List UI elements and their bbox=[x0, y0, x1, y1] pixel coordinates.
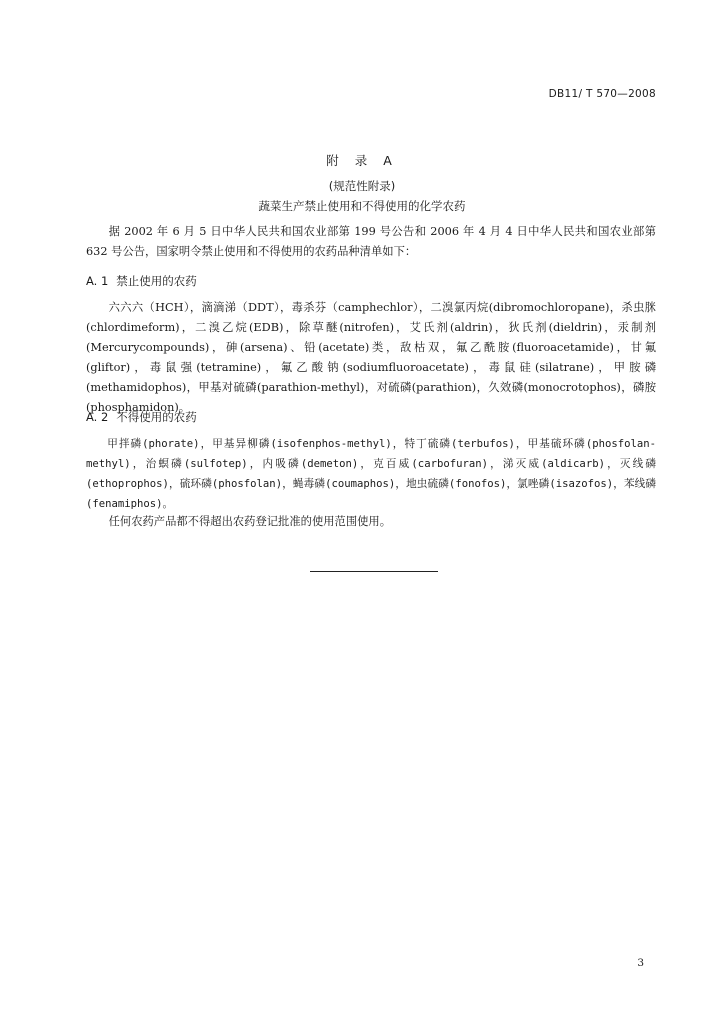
prohibited-pesticides-paragraph: 甲拌磷(phorate)，甲基异柳磷(isofenphos-methyl)，特丁硫磷(terbufos)，甲基硫环磷(phosfolan-methyl)，治螟磷(sulfotep)，内吸磷(demeton)，克百威(carbofuran)，涕灭威(aldicarb)，灭线磷(ethoprophos)，硫环磷(phosfolan)，蝇毒磷(coumaphos)，地虫硫磷(fonofos)，氯唑磷(isazofos)，苯线磷(fenamiphos)。 bbox=[86, 438, 656, 510]
intro-paragraph: 据 2002 年 6 月 5 日中华人民共和国农业部第 199 号公告和 2006 年 4 月 4 日中华人民共和国农业部第 632 号公告，国家明令禁止使用和不得使用的农药品种清单如下： bbox=[86, 225, 656, 258]
document-code: DB11/ T 570—2008 bbox=[548, 88, 656, 100]
section-title: 不得使用的农药 bbox=[116, 410, 197, 424]
annex-title: 附 录 A bbox=[326, 153, 398, 168]
section-number: A. 1 bbox=[86, 274, 109, 288]
section-number: A. 2 bbox=[86, 410, 109, 424]
section-heading-a2 bbox=[86, 409, 197, 425]
usage-note-paragraph: 任何农药产品都不得超出农药登记批准的使用范围使用。 bbox=[108, 515, 392, 528]
annex-subject: 蔬菜生产禁止使用和不得使用的化学农药 bbox=[258, 199, 466, 213]
section-title: 禁止使用的农药 bbox=[116, 274, 197, 288]
page-number: 3 bbox=[637, 957, 644, 969]
end-rule bbox=[310, 571, 438, 572]
banned-pesticides-paragraph: 六六六（HCH），滴滴涕（DDT），毒杀芬（camphechlor），二溴氯丙烷(dibromochloropane)，杀虫脒(chlordimeform)，二溴乙烷(EDB)，除草醚(nitrofen)，艾氏剂(aldrin)，狄氏剂(dieldrin)，汞制剂(Mercurycompounds)，砷(arsena)、铅(acetate)类，敌枯双，氟乙酰胺(fluoroacetamide)，甘氟(gliftor)，毒鼠强(tetramine)，氟乙酸钠(sodiumfluoroacetate)，毒鼠硅(silatrane)，甲胺磷(methamidophos)，甲基对硫磷(parathion-methyl)，对硫磷(parathion)，久效磷(monocrotophos)，磷胺(phosphamidon)。 bbox=[86, 301, 656, 414]
section-heading-a1 bbox=[86, 273, 197, 289]
annex-type: (规范性附录) bbox=[328, 179, 396, 193]
